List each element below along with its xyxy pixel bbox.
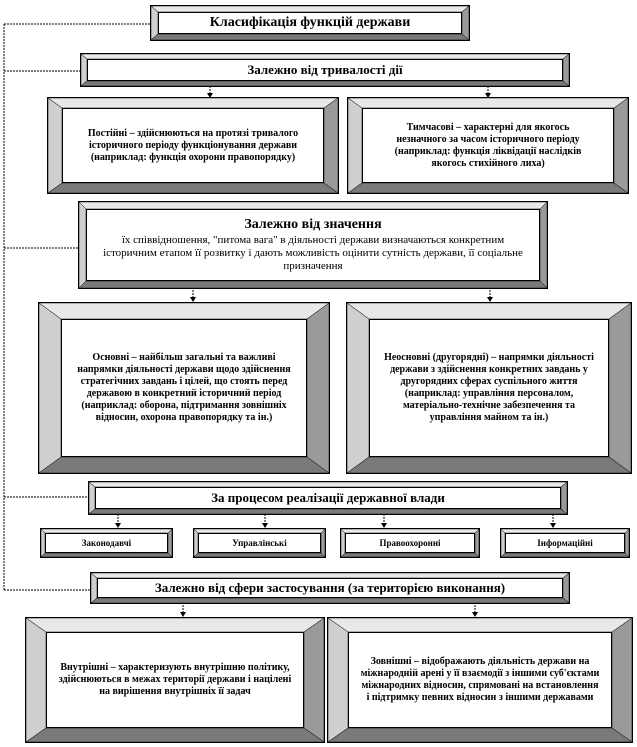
bevel-face [39,303,329,319]
significance-face [86,209,540,281]
bevel-face [324,98,338,193]
bevel-face [26,618,324,632]
managerial-box [193,528,326,558]
bevel-face [609,303,631,473]
secondary-functions-text: Неосновні (другорядні) – напрямки діяльності держави з здійснення конкретних завдань у другорядних сферах суспільного життя (наприклад: управління персоналом, матеріально-технічне забезпечення та управління майном та ін.) [369,319,609,457]
bevel-face [625,529,629,557]
temporary-text: Тимчасові – характерні для якогось незначного за часом історичного періоду (наприклад: функція ліквідації наслідків якогось стихійного лиха) [362,108,614,183]
bevel-face [151,34,469,40]
informational-label: Інформаційні [505,533,625,553]
bevel-face [89,509,567,514]
duration-heading: Залежно від тривалості дії [87,59,563,81]
permanent-text: Постійні – здійснюються на протязі тривалого історичного періоду функціонування держави (наприклад: функція охорони правопорядку) [62,108,324,183]
internal-box [25,617,325,743]
duration-heading-box [80,53,570,87]
external-text: Зовнішні – відображають діяльність держави на міжнародній арені у її взаємодії з іншими суб'єктами міжнародних відносин, спрямовані на встановлення і підтримку певних відносин з іншими державами [348,632,612,728]
bevel-face [347,303,631,319]
bevel-face [48,98,338,108]
bevel-face [307,303,329,473]
bevel-face [328,618,348,742]
bevel-face [347,303,369,473]
bevel-face [347,457,631,473]
significance-heading: Залежно від значення [244,216,382,232]
bevel-face [79,202,86,288]
bevel-face [328,728,632,742]
bevel-face [612,618,632,742]
bevel-face [26,618,46,742]
bevel-face [79,281,547,288]
permanent-box [47,97,339,194]
legislative-box [40,528,173,558]
law-enforcement-box [340,528,480,558]
power-heading: За процесом реалізації державної влади [95,487,561,509]
bevel-face [39,457,329,473]
legislative-label: Законодавчі [45,533,168,553]
bevel-face [39,303,61,473]
bevel-face [304,618,324,742]
bevel-face [563,54,569,86]
managerial-label: Управлінські [198,533,321,553]
bevel-face [26,728,324,742]
bevel-face [475,529,479,557]
internal-text: Внутрішні – характеризують внутрішню політику, здійснюються в межах території держави і націлені на вирішення внутрішніх її задач [46,632,304,728]
significance-box [78,201,548,289]
external-box [327,617,633,743]
power-heading-box [88,481,568,515]
bevel-face [79,202,547,209]
bevel-face [348,98,628,108]
title-text: Класифікація функцій держави [158,12,462,34]
bevel-face [168,529,172,557]
temporary-box [347,97,629,194]
significance-description: їх співвідношення, "питома вага" в діяльності держави визначаються конкретним історичним етапом її розвитку і дають можливість оцінити сутність держави, її соціальне призначення [103,233,523,272]
sphere-heading-box [90,572,570,604]
bevel-face [48,183,338,193]
main-functions-box [38,302,330,474]
title-box [150,5,470,41]
bevel-face [41,553,172,557]
informational-box [500,528,630,558]
bevel-face [561,482,567,514]
bevel-face [194,553,325,557]
sphere-heading: Залежно від сфери застосування (за територією виконання) [97,578,563,598]
bevel-face [540,202,547,288]
bevel-face [81,81,569,86]
main-functions-text: Основні – найбільш загальні та важливі напрямки діяльності держави щодо здійснення стратегічних завдань і цілей, що стоять перед державою в конкретний історичний період (наприклад: оборона, підтримання зовнішніх відносин, охорона правопорядку та ін.) [61,319,307,457]
bevel-face [341,553,479,557]
bevel-face [348,183,628,193]
bevel-face [614,98,628,193]
bevel-face [321,529,325,557]
law-enforcement-label: Правоохоронні [345,533,475,553]
secondary-functions-box [346,302,632,474]
bevel-face [348,98,362,193]
bevel-face [328,618,632,632]
bevel-face [48,98,62,193]
bevel-face [91,598,569,603]
bevel-face [501,553,629,557]
